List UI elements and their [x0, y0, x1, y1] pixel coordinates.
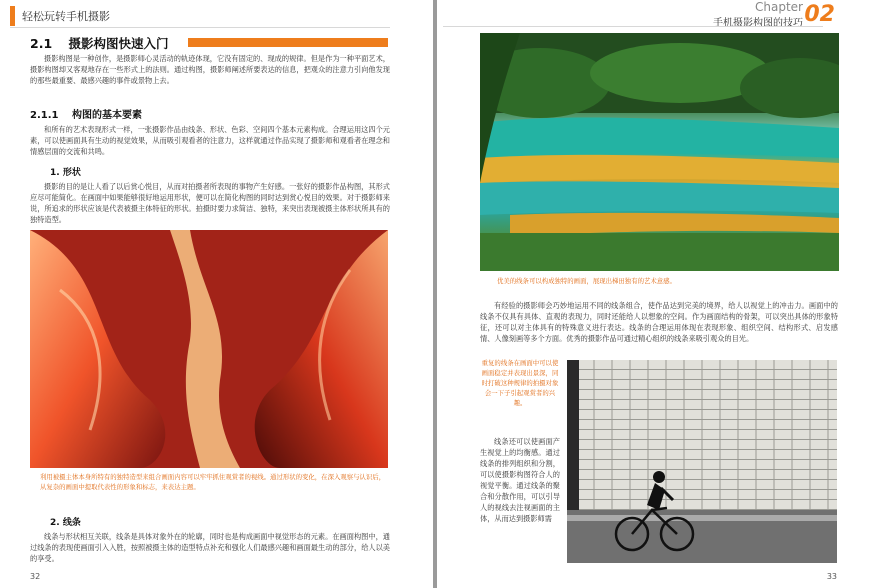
subsection-title: 构图的基本要素	[71, 110, 142, 121]
section-accent-bar	[188, 38, 388, 47]
canyon-caption: 利用被摄主体本身所特有的独特造型来组合画面内容可以牢牢抓住观赏者的视线。通过形状的变化，在深入观察与认识后，从复杂的画面中提取代表性的形象和标志，来表达主题。	[40, 473, 386, 491]
section-title: 摄影构图快速入门	[68, 36, 169, 51]
wall-side-text: 线条还可以使画面产生视觉上的均衡感。通过线条的排列组织和分割，可以使摄影构图符合人的视觉平衡。通过线条的聚合和分散作用，可以引导人的视线去注视画面的主体，从而达到摄影师需	[480, 437, 560, 523]
book-title: 轻松玩转手机摄影	[22, 10, 110, 23]
line-heading: 2. 线条	[50, 518, 81, 528]
wall-graphic	[567, 360, 837, 563]
right-page	[437, 0, 869, 588]
subsection-heading	[30, 106, 142, 121]
header-rule	[443, 26, 823, 27]
chapter-label: Chapter	[755, 0, 803, 14]
pools-caption: 优美的线条可以构成独特的画面，展现出梯田独有的艺术意感。	[497, 277, 676, 285]
chapter-title: 手机摄影构图的技巧	[713, 18, 803, 29]
section-number: 2.1	[30, 36, 53, 51]
chapter-number: 02	[804, 2, 835, 27]
canyon-photo	[30, 230, 388, 468]
shape-paragraph: 摄影的目的是让人看了以后赏心悦目，从而对拍摄者所表现的事物产生好感。一张好的摄影作品构图，其形式应尽可能简化。在画面中如果能够很好地运用形状，便可以在简化构图的同时达到赏心悦目的效果。对于摄影师来说，所追求的形状应该是代表被摄主体特征的形状。拍摄时要力求简洁、独特，来突出表现被摄主体形状所具有的独特造型。	[30, 182, 390, 224]
shape-heading: 1. 形状	[50, 168, 81, 178]
header-accent-bar	[10, 6, 15, 26]
section-heading	[30, 34, 169, 52]
left-page	[0, 0, 433, 588]
brick-wall-photo	[567, 360, 837, 563]
right-paragraph: 有经验的摄影师会巧妙地运用不同的线条组合，使作品达到完美的境界，给人以视觉上的冲击力。画面中的线条不仅具有具体、直观的表现力，同时还能给人以想象的空间。作为画面结构的骨架，可以突出具体的形象特征，还可以对主体具有的特殊意义进行表达。线条的合理运用体现在表现形象、组织空间、结构形式、启发感情、人像刻画等多个方面。优秀的摄影作品可通过精心组织的线条来吸引观众的目光。	[480, 301, 838, 343]
right-page-number: 33	[826, 572, 837, 581]
sub-intro-paragraph: 和所有的艺术表现形式一样，一张摄影作品由线条、形状、色彩、空间四个基本元素构成。合理运用这四个元素，可以使画面具有生动的视觉效果，从而吸引观看者的注意力，这样就通过作品实现了摄影师和观看者在理念和情感层面的交流和共鸣。	[30, 125, 390, 156]
intro-paragraph: 摄影构图是一种创作，是摄影师心灵活动的轨迹体现，它没有固定的、现成的规律。但是作为一种平面艺术，摄影构图却又客观地存在一些形式上的法则。通过构图，摄影师阐述所要表达的信息，把观众的注意力引向他发现的那些最重要、最感兴趣的事件或景物上去。	[30, 54, 390, 85]
left-header	[10, 6, 390, 28]
left-page-number: 32	[30, 572, 41, 581]
header-rule	[10, 27, 390, 28]
terraced-pools-photo	[480, 33, 839, 271]
canyon-graphic	[30, 230, 388, 468]
pools-graphic	[480, 33, 839, 271]
wall-side-caption: 重复的线条在画面中可以使画面稳定并表现出景深，同时打破这种规律的拍摄对象会一下子引起观赏者的兴趣。	[481, 359, 559, 407]
subsection-number: 2.1.1	[30, 110, 59, 121]
line-paragraph: 线条与形状相互关联，线条是具体对象外在的轮廓，同时也是构成画面中视觉形态的元素。在画面构图中，通过线条的表现使画面引入入胜，按照被摄主体的造型特点补充和强化人们最感兴趣和画面最生动的部分，给人以美的享受。	[30, 532, 390, 563]
right-header	[443, 0, 865, 28]
